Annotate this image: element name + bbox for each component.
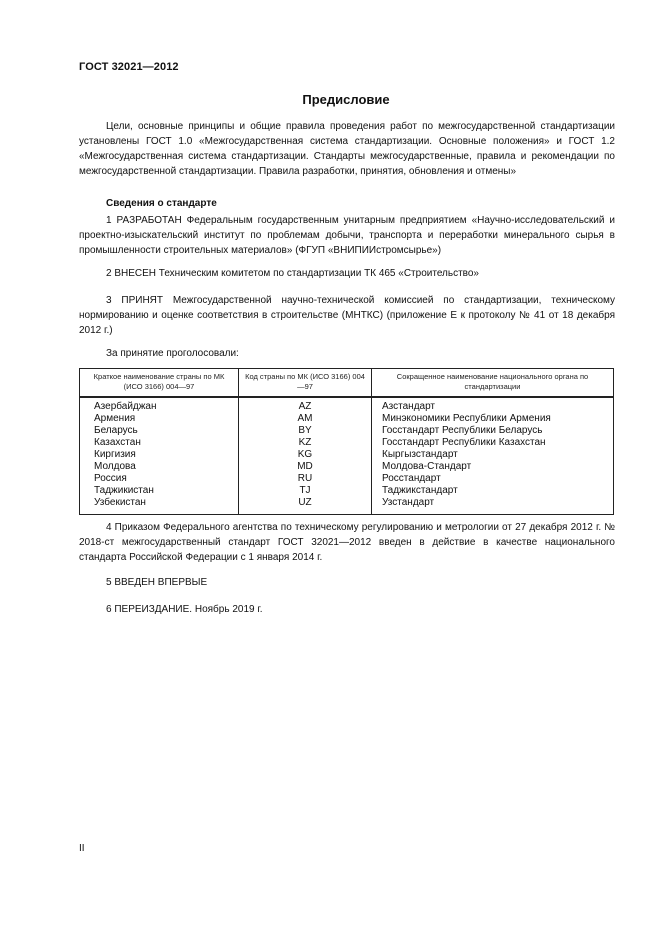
table-row [80, 497, 614, 515]
code-cell: TJ [239, 485, 372, 497]
table-row [80, 473, 614, 485]
item-developed: 1 РАЗРАБОТАН Федеральным государственным унитарным предприятием «Научно-исследовательский и проектно-изыскательский институт по проблемам добычи, транспорта и переработки минерального сырья в промышленности строительных материалов» (ФГУП «ВНИПИИстромсырье») [79, 215, 615, 256]
country-cell: Киргизия [80, 449, 239, 461]
item-reissue: 6 ПЕРЕИЗДАНИЕ. Ноябрь 2019 г. [106, 604, 263, 615]
code-cell: RU [239, 473, 372, 485]
intro-paragraph: Цели, основные принципы и общие правила проведения работ по межгосударственной стандартизации установлены ГОСТ 1.0 «Межгосударственная система стандартизации. Основные положения» и ГОСТ 1.2 «Межгосударственная система стандартизации. Стандарты межгосударственные, правила и рекомендации по межгосударственной стандартизации. Правила разработки, принятия, обновления и отмены» [79, 121, 615, 177]
table-row [80, 425, 614, 437]
item-1-block [79, 213, 615, 258]
table-row [80, 485, 614, 497]
country-cell: Армения [80, 413, 239, 425]
item-5-block [79, 575, 615, 590]
code-cell: BY [239, 425, 372, 437]
item-order: 4 Приказом Федерального агентства по техническому регулированию и метрологии от 27 декабря 2012 г. № 2018-ст межгосударственный стандарт ГОСТ 32021—2012 введен в действие в качестве национального стандарта Российской Федерации с 1 января 2014 г. [79, 522, 615, 563]
body-cell: Госстандарт Республики Беларусь [372, 425, 614, 437]
item-3-block [79, 293, 615, 338]
section-heading: Сведения о стандарте [106, 198, 217, 209]
code-cell: UZ [239, 497, 372, 515]
body-cell: Минэкономики Республики Армения [372, 413, 614, 425]
table-header-row [80, 369, 614, 398]
country-cell: Россия [80, 473, 239, 485]
item-2-block [79, 266, 615, 281]
code-cell: KG [239, 449, 372, 461]
body-cell: Госстандарт Республики Казахстан [372, 437, 614, 449]
body-cell: Молдова-Стандарт [372, 461, 614, 473]
country-cell: Беларусь [80, 425, 239, 437]
body-cell: Росстандарт [372, 473, 614, 485]
voted-label: За принятие проголосовали: [106, 348, 239, 359]
code-cell: AZ [239, 397, 372, 413]
document-code: ГОСТ 32021—2012 [79, 61, 179, 73]
table-row [80, 449, 614, 461]
item-adopted: 3 ПРИНЯТ Межгосударственной научно-технической комиссией по стандартизации, техническому нормированию и оценке соответствия в строительстве (МНТКС) (приложение Е к протоколу № 41 от 18 декабря 2012 г.) [79, 295, 615, 336]
body-cell: Узстандарт [372, 497, 614, 515]
item-6-block [79, 602, 615, 617]
table-row [80, 413, 614, 425]
intro-block [79, 119, 615, 179]
page-number: II [79, 843, 85, 854]
country-cell: Азербайджан [80, 397, 239, 413]
table-row [80, 397, 614, 413]
item-4-block [79, 520, 615, 565]
table-row [80, 461, 614, 473]
col-header-code: Код страны по МК (ИСО 3166) 004—97 [239, 369, 372, 398]
code-cell: MD [239, 461, 372, 473]
code-cell: AM [239, 413, 372, 425]
country-cell: Молдова [80, 461, 239, 473]
col-header-body: Сокращенное наименование национального органа по стандартизации [372, 369, 614, 398]
votes-table [79, 368, 614, 515]
col-header-country: Краткое наименование страны по МК (ИСО 3166) 004—97 [80, 369, 239, 398]
country-cell: Казахстан [80, 437, 239, 449]
item-first-time: 5 ВВЕДЕН ВПЕРВЫЕ [106, 577, 208, 588]
table-row [80, 437, 614, 449]
body-cell: Кыргызстандарт [372, 449, 614, 461]
code-cell: KZ [239, 437, 372, 449]
country-cell: Узбекистан [80, 497, 239, 515]
body-cell: Таджикстандарт [372, 485, 614, 497]
body-cell: Азстандарт [372, 397, 614, 413]
item-introduced: 2 ВНЕСЕН Техническим комитетом по стандартизации ТК 465 «Строительство» [106, 268, 479, 279]
country-cell: Таджикистан [80, 485, 239, 497]
page-title: Предисловие [302, 92, 390, 107]
